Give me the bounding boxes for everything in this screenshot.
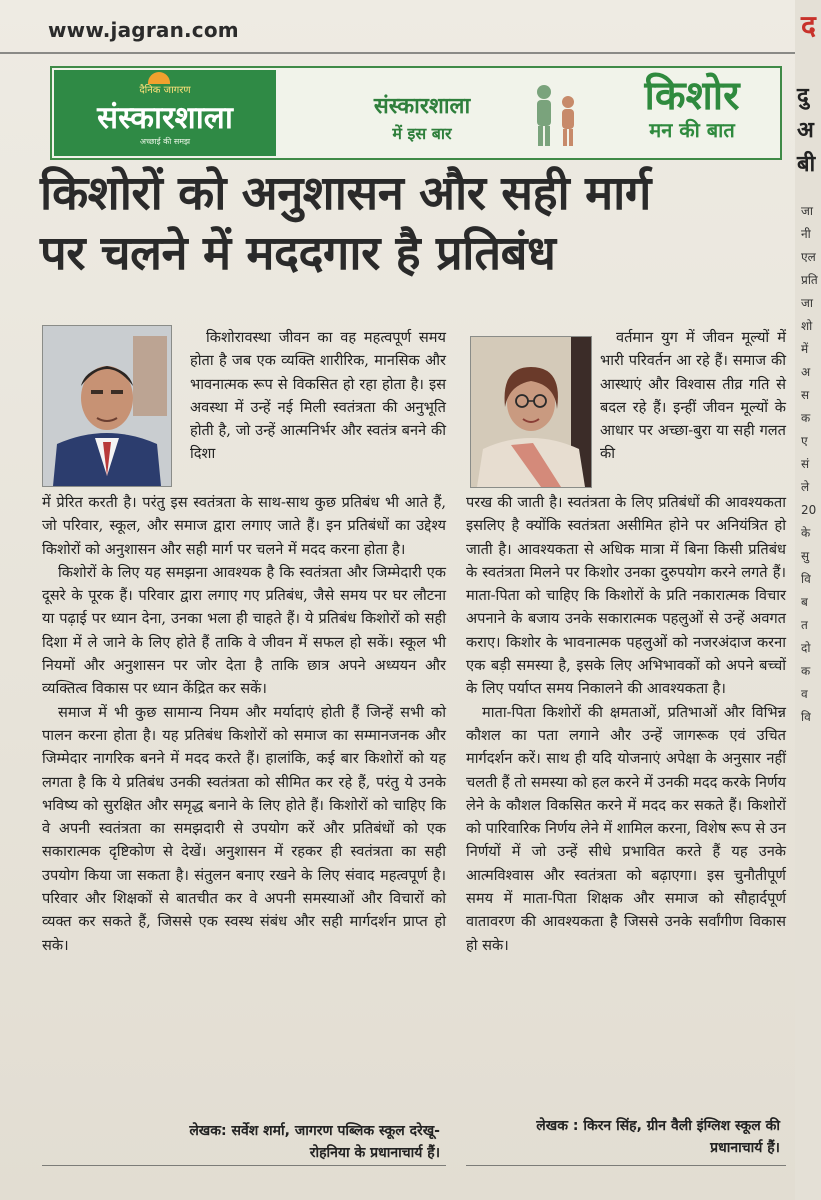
adjacent-body-text: जा नी एल प्रति जा शो में अ स क ए सं ले 20 के सु वि ब त दो क व वि: [801, 204, 818, 724]
banner-mid-line1: संस्कारशाला: [373, 94, 471, 119]
article-headline: [40, 164, 785, 284]
banner-mid-line2: में इस बार: [392, 124, 452, 143]
article-2-paragraph-2: माता-पिता किशोरों की क्षमताओं, प्रतिभाओं और विभिन्न कौशल का पता लगाने और उन्हें जागरूक एवं उचित मार्गदर्शन करें। साथ ही यदि योजनाएं अपेक्षा के अनुसार नहीं चलती हैं तो समस्या को हल करने में उनकी मदद करके निर्णय लेने के कौशल विकसित करने में मदद कर सकते हैं। किशोरों को पारिवारिक निर्णय लेने में शामिल करना, विशेष रूप से उन निर्णयों में जो उन्हें सीधे प्रभावित करते हैं यह उनके आत्मविश्वास और स्वतंत्रता को बढ़ाएगा। इस चुनौतीपूर्ण समय में माता-पिता शिक्षक और समाज को सौहार्दपूर्ण वातावरण की आवश्यकता है जिससे उनके सर्वांगीण विकास हो सके।: [466, 703, 786, 954]
article-1-body: [42, 491, 446, 957]
logo-publisher: दैनिक जागरण: [139, 85, 191, 96]
sanskarshala-banner: [50, 66, 782, 160]
sanskarshala-logo: [54, 70, 276, 156]
author-photo-1: [42, 325, 172, 487]
article-1-bottom-rule: [42, 1165, 446, 1166]
banner-topic-subtitle: मन की बात: [649, 118, 735, 142]
logo-tagline: अच्छाई की समझ: [139, 137, 191, 146]
logo-title: संस्कारशाला: [97, 100, 233, 136]
headline-line-2: पर चलने में मददगार है प्रतिबंध: [40, 226, 556, 281]
article-2-intro-text: वर्तमान युग में जीवन मूल्यों में भारी परिवर्तन आ रहे हैं। समाज की आस्थाएं और विश्वास तीव्र गति से बदल रहे हैं। इन्हीं जीवन मूल्यों के आधार पर अच्छा-बुरा या सही गलत की: [600, 329, 786, 463]
article-1-paragraph-3: समाज में भी कुछ सामान्य नियम और मर्यादाएं होती हैं जिन्हें सभी को पालन करना होता है। यह प्रतिबंध किशोरों को समाज का सम्मानजनक और जिम्मेदार नागरिक बनने में मदद करते हैं। हालांकि, कई बार किशोरों को यह लगता है कि ये प्रतिबंध उनकी स्वतंत्रता को सीमित कर रहे हैं, परंतु ये उनके भविष्य को सुरक्षित और समृद्ध बनाने के लिए होते हैं। किशोरों को चाहिए कि वे अपनी स्वतंत्रता का समझदारी से उपयोग करें और प्रतिबंधों को एक सकारात्मक दृष्टिकोण से देखें। अनुशासन में रहकर ही स्वतंत्रता का सही उपयोग किया जा सकता है। संतुलन बनाए रखने के लिए संवाद महत्वपूर्ण है। परिवार और शिक्षकों से बातचीत कर वे अपनी समस्याओं और विचारों को व्यक्त कर सकते हैं, जिससे एक स्वस्थ संबंध और सही मार्गदर्शन प्राप्त हो सके।: [42, 703, 446, 954]
article-2-paragraph-1: परख की जाती है। स्वतंत्रता के लिए प्रतिबंधों की आवश्यकता इसलिए है क्योंकि स्वतंत्रता असीमित होने पर अनियंत्रित हो जाती है। आवश्यकता से अधिक मात्रा में बिना किसी प्रतिबंध के स्वतंत्रता मिलने पर किशोर उनका दुरुपयोग करने लगते हैं। माता-पिता को चाहिए कि किशोरों के प्रति नकारात्मक विचार अपनाने के बजाय उनके सकारात्मक पहलुओं से उन्हें अवगत कराए। किशोर के भावनात्मक पहलुओं को नजरअंदाज करना एक बड़ी समस्या है, इसके लिए अभिभावकों को अपने बच्चों के लिए पर्याप्त समय निकालने की आवश्यकता है।: [466, 494, 786, 698]
article-1-paragraph-2: किशोरों के लिए यह समझना आवश्यक है कि स्वतंत्रता और जिम्मेदारी एक दूसरे के पूरक हैं। परिवार द्वारा लगाए गए प्रतिबंध, जैसे समय पर घर लौटना या पढ़ाई पर ध्यान देना, उनका भला ही चाहते हैं। ये प्रतिबंध किशोरों को सही दिशा में ले जाने के लिए होते हैं ताकि वे जीवन में सफल हो सकें। स्कूल भी नियमों और अनुशासन पर जोर देता है ताकि छात्र अपने अध्ययन और व्यक्तित्व विकास पर ध्यान केंद्रित कर सकें।: [42, 563, 446, 698]
family-figures-icon: [522, 80, 592, 150]
article-2-byline: लेखक : किरन सिंह, ग्रीन वैली इंग्लिश स्कूल की प्रधानाचार्य हैं।: [536, 1118, 780, 1156]
article-1-paragraph-1: में प्रेरित करती है। परंतु इस स्वतंत्रता के साथ-साथ कुछ प्रतिबंध भी आते हैं, जो परिवार, स्कूल, और समाज द्वारा लगाए जाते हैं। इन प्रतिबंधों का उद्देश्य किशोरों को अनुशासन और सही मार्ग पर चलने में मदद करना होता है।: [42, 494, 446, 558]
site-url: www.jagran.com: [48, 18, 239, 42]
author-photo-2: [470, 336, 592, 488]
article-2-body: [466, 491, 786, 957]
article-2-bottom-rule: [466, 1165, 786, 1166]
article-1-intro: [190, 326, 446, 466]
article-1-byline: लेखक: सर्वेश शर्मा, जागरण पब्लिक स्कूल दरेखू-रोहनिया के प्रधानाचार्य हैं।: [189, 1123, 440, 1161]
headline-line-1: किशोरों को अनुशासन और सही मार्ग: [40, 166, 651, 221]
banner-topic: [612, 74, 772, 142]
adjacent-red-heading: द: [801, 9, 816, 42]
banner-topic-title: किशोर: [644, 72, 740, 119]
banner-section-label: [332, 90, 512, 144]
adjacent-headline: दु अ बी: [797, 84, 816, 177]
article-2-intro: [600, 326, 786, 466]
adjacent-column-fragment: [795, 0, 821, 1200]
header-divider: [0, 52, 795, 54]
article-1-intro-text: किशोरावस्था जीवन का वह महत्वपूर्ण समय होता है जब एक व्यक्ति शारीरिक, मानसिक और भावनात्मक रूप से विकसित हो रहा होता है। इस अवस्था में उन्हें नई मिली स्वतंत्रता की अनुभूति होती है, जो उन्हें आत्मनिर्भर और स्वतंत्र बनने की दिशा: [190, 329, 446, 463]
